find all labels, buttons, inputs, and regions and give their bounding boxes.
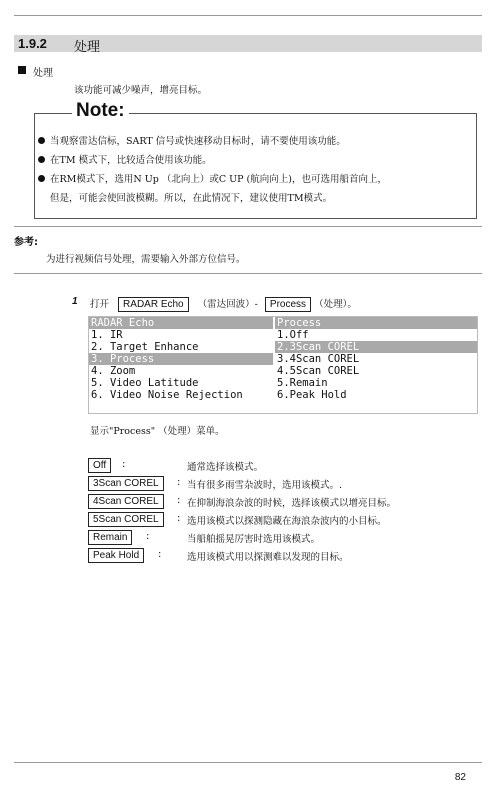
- option-desc-3scan-corel: 当有很多雨雪杂波时，选用该模式。.: [187, 480, 343, 491]
- option-key-4scan-corel[interactable]: 4Scan COREL: [88, 494, 164, 509]
- option-desc-remain: 当船舶摇晃厉害时选用该模式。: [187, 534, 321, 545]
- section-number: 1.9.2: [18, 36, 47, 51]
- process-item-4scan-corel[interactable]: 3.4Scan COREL: [277, 353, 360, 365]
- option-key-5scan-corel[interactable]: 5Scan COREL: [88, 512, 164, 527]
- bottom-rule: [14, 762, 482, 763]
- step-open-label: 打开: [90, 299, 110, 310]
- note-item-continued: 但是，可能会使回波模糊。所以，在此情况下，建议使用TM模式。: [50, 193, 333, 204]
- process-item-off[interactable]: 1.Off: [277, 329, 309, 341]
- subsection-intro: 该功能可减少噪声，增亮目标。: [74, 85, 208, 96]
- page-number: 82: [454, 772, 466, 783]
- process-item-remain[interactable]: 5.Remain: [277, 377, 328, 389]
- reference-text: 为进行视频信号处理，需要输入外部方位信号。: [46, 254, 246, 265]
- section-title: 处理: [74, 40, 101, 55]
- radar-echo-desc: （雷达回波）-: [197, 299, 258, 310]
- process-item-3scan-corel[interactable]: 2.3Scan COREL: [275, 341, 477, 353]
- reference-bottom-rule: [14, 273, 482, 274]
- option-colon: :: [177, 495, 181, 506]
- subsection-title: 处理: [33, 68, 53, 79]
- option-key-off[interactable]: Off: [88, 458, 111, 473]
- process-key[interactable]: Process: [265, 297, 311, 312]
- menu-item-video-noise-rejection[interactable]: 6. Video Noise Rejection: [91, 389, 243, 401]
- radar-echo-menu: [89, 317, 273, 401]
- process-menu-title: Process: [275, 317, 477, 329]
- menu-item-video-latitude[interactable]: 5. Video Latitude: [91, 377, 199, 389]
- note-item: 在TM 模式下，比较适合使用该功能。: [50, 155, 212, 166]
- process-item-5scan-corel[interactable]: 4.5Scan COREL: [277, 365, 360, 377]
- option-colon: :: [158, 549, 162, 560]
- top-rule: [14, 15, 482, 16]
- option-key-peak-hold[interactable]: Peak Hold: [88, 548, 144, 563]
- square-bullet-icon: [18, 66, 26, 74]
- menu-item-target-enhance[interactable]: 2. Target Enhance: [91, 341, 199, 353]
- option-colon: :: [177, 513, 181, 524]
- bullet-dot-icon: [38, 175, 45, 182]
- menu-shown-text: 显示"Process" （处理）菜单。: [90, 426, 225, 437]
- option-colon: :: [146, 531, 150, 542]
- menu-item-process[interactable]: 3. Process: [89, 353, 273, 365]
- option-desc-off: 通常选择该模式。: [187, 462, 264, 473]
- bullet-dot-icon: [38, 156, 45, 163]
- radar-echo-menu-title: RADAR Echo: [89, 317, 273, 329]
- step-number: 1: [72, 296, 78, 307]
- radar-menu-screenshot: [88, 316, 478, 414]
- process-menu: [275, 317, 477, 401]
- option-key-remain[interactable]: Remain: [88, 530, 132, 545]
- reference-rule: [14, 226, 482, 227]
- process-desc: （处理）。: [314, 299, 357, 310]
- radar-echo-key[interactable]: RADAR Echo: [118, 297, 189, 312]
- option-desc-peak-hold: 选用该模式用以探测难以发现的目标。: [187, 552, 349, 563]
- reference-heading: 参考:: [14, 237, 38, 248]
- option-desc-4scan-corel: 在抑制海浪杂波的时候，选择该模式以增亮目标。: [187, 498, 397, 509]
- menu-item-zoom[interactable]: 4. Zoom: [91, 365, 136, 377]
- bullet-dot-icon: [38, 137, 45, 144]
- step-instruction: [90, 296, 357, 312]
- option-key-3scan-corel[interactable]: 3Scan COREL: [88, 476, 164, 491]
- note-label: Note:: [72, 100, 129, 122]
- process-item-peak-hold[interactable]: 6.Peak Hold: [277, 389, 347, 401]
- menu-item-ir[interactable]: 1. IR: [91, 329, 123, 341]
- option-desc-5scan-corel: 选用该模式以探测隐藏在海浪杂波内的小目标。: [187, 516, 387, 527]
- note-item: 当观察雷达信标，SART 信号或快速移动目标时，请不要使用该功能。: [50, 136, 346, 147]
- option-colon: :: [177, 477, 181, 488]
- option-colon: :: [122, 459, 126, 470]
- note-item: 在RM模式下，选用N Up （北向上）或C UP (航向向上)，也可选用船首向上，: [50, 174, 387, 185]
